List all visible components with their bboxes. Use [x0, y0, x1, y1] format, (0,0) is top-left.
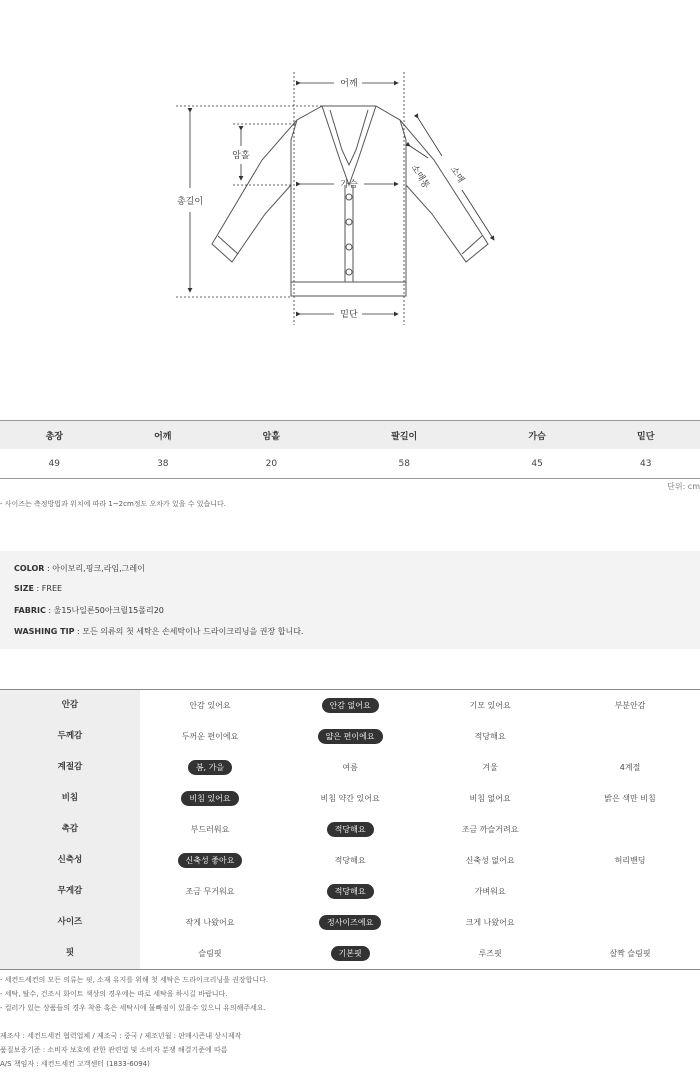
feature-row: [0, 876, 700, 907]
feature-row: [0, 845, 700, 876]
size-value-hem: 43: [591, 449, 700, 479]
feature-option-cell: [280, 690, 420, 722]
feature-option: 밝은 색만 비침: [604, 794, 656, 803]
feature-option-cell: [280, 721, 420, 752]
feature-option-selected: 적당해요: [327, 884, 374, 899]
feature-option: 부분안감: [614, 701, 646, 710]
washing-info-label: WASHING TIP: [14, 627, 75, 636]
feature-option-selected: 안감 없어요: [322, 698, 379, 713]
feature-option-cell: [280, 876, 420, 907]
as-contact-info: A/S 책임자 : 세컨드세컨 고객센터 (1833-6094): [0, 1060, 150, 1068]
size-header-armhole: 암홀: [217, 421, 326, 450]
feature-option-cell: [420, 876, 560, 907]
footnote-2: - 세탁, 탈수, 건조시 화이트 색상의 경우에는 따로 세탁을 하시길 바랍니다.: [0, 990, 228, 998]
feature-row: [0, 690, 700, 722]
size-value-armhole: 20: [217, 449, 326, 479]
feature-option-cell: [280, 845, 420, 876]
button-1: [346, 194, 352, 200]
feature-option-cell: [560, 690, 700, 722]
feature-row: [0, 814, 700, 845]
washing-info: [14, 626, 304, 637]
feature-option: 신축성 없어요: [465, 856, 515, 865]
feature-option-cell: [280, 907, 420, 938]
feature-option: 비침 약간 있어요: [320, 794, 380, 803]
feature-option-cell: [140, 876, 280, 907]
feature-option: 기모 있어요: [469, 701, 511, 710]
feature-option-cell: [280, 938, 420, 970]
fabric-info-label: FABRIC: [14, 606, 46, 615]
feature-option-selected: 얇은 편이에요: [318, 729, 383, 744]
sleeve-label: 소매: [447, 164, 466, 185]
product-info-box: [0, 551, 700, 649]
feature-option-cell: [560, 814, 700, 845]
feature-option-selected: 기본핏: [331, 946, 370, 961]
feature-option-cell: [140, 721, 280, 752]
feature-option: 4계절: [619, 763, 641, 772]
size-value-total-length: 49: [0, 449, 109, 479]
feature-option-cell: [140, 845, 280, 876]
feature-option-cell: [420, 783, 560, 814]
feature-option-cell: [560, 721, 700, 752]
feature-row: [0, 721, 700, 752]
feature-option-selected: 신축성 좋아요: [178, 853, 243, 868]
feature-option: 허리밴딩: [614, 856, 646, 865]
feature-option-cell: [140, 814, 280, 845]
feature-option-selected: 비침 있어요: [181, 791, 238, 806]
feature-option: 두꺼운 편이에요: [181, 732, 239, 741]
button-4: [346, 269, 352, 275]
fabric-info: [14, 605, 164, 616]
total-length-label: 총길이: [176, 197, 204, 207]
feature-label: 사이즈: [0, 907, 140, 938]
feature-label: 무게감: [0, 876, 140, 907]
feature-label: 안감: [0, 690, 140, 722]
size-table: [0, 420, 700, 479]
feature-row: [0, 938, 700, 970]
feature-option: 비침 없어요: [469, 794, 511, 803]
feature-option-cell: [140, 752, 280, 783]
chest-label: 가슴: [340, 180, 358, 190]
washing-info-value: : 모든 의류의 첫 세탁은 손세탁이나 드라이크리닝을 권장 합니다.: [74, 627, 304, 636]
feature-option: 조금 무거워요: [185, 887, 235, 896]
feature-option-cell: [140, 690, 280, 722]
size-note: - 사이즈는 측정방법과 위치에 따라 1~2cm정도 오차가 있을 수 있습니다.: [0, 500, 227, 508]
footnote-3: - 컬러가 있는 상품들의 경우 착용 혹은 세탁시에 물빠짐이 있을수 있으니 유의해주세요.: [0, 1004, 266, 1012]
feature-label: 비침: [0, 783, 140, 814]
feature-option-cell: [420, 814, 560, 845]
feature-option: 여름: [342, 763, 358, 772]
feature-option-selected: 봄, 가을: [188, 760, 232, 775]
feature-option: 작게 나왔어요: [185, 918, 235, 927]
feature-option: 적당해요: [474, 732, 506, 741]
cardigan-outline: [212, 106, 488, 296]
feature-label: 계절감: [0, 752, 140, 783]
feature-option-cell: [420, 938, 560, 970]
size-header-chest: 가슴: [483, 421, 592, 450]
features-table: [0, 689, 700, 970]
feature-option-cell: [560, 845, 700, 876]
button-3: [346, 244, 352, 250]
feature-row: [0, 752, 700, 783]
feature-option-selected: 적당해요: [327, 822, 374, 837]
feature-option-selected: 정사이즈에요: [319, 915, 381, 930]
size-value-arm-length: 58: [326, 449, 483, 479]
size-info-label: SIZE: [14, 584, 35, 593]
feature-row: [0, 907, 700, 938]
feature-option-cell: [420, 845, 560, 876]
sleeve-width-label: 소매통: [408, 163, 431, 191]
feature-option: 부드러워요: [190, 825, 230, 834]
size-value-shoulder: 38: [109, 449, 218, 479]
feature-option-cell: [280, 783, 420, 814]
feature-label: 신축성: [0, 845, 140, 876]
feature-option: 안감 있어요: [189, 701, 231, 710]
size-table-value-row: [0, 449, 700, 479]
feature-option-cell: [420, 721, 560, 752]
feature-option-cell: [140, 783, 280, 814]
feature-option-cell: [560, 876, 700, 907]
feature-option-cell: [560, 938, 700, 970]
feature-option-cell: [420, 752, 560, 783]
size-info-value: : FREE: [34, 584, 63, 593]
size-header-arm-length: 팔길이: [326, 421, 483, 450]
button-2: [346, 219, 352, 225]
feature-option-cell: [560, 752, 700, 783]
feature-option-cell: [560, 783, 700, 814]
size-header-shoulder: 어깨: [109, 421, 218, 450]
size-table-header-row: [0, 421, 700, 450]
feature-option-cell: [140, 938, 280, 970]
fabric-info-value: : 울15나일론50아크릴15폴리20: [45, 606, 164, 615]
feature-option: 크게 나왔어요: [465, 918, 515, 927]
feature-row: [0, 783, 700, 814]
footnote-1: - 세컨드세컨의 모든 의류는 핏, 소재 유지를 위해 첫 세탁은 드라이크리닝을 권장합니다.: [0, 976, 269, 984]
color-info-value: : 아이보리,핑크,라임,그레이: [44, 564, 145, 573]
feature-option: 가벼워요: [474, 887, 506, 896]
feature-label: 핏: [0, 938, 140, 970]
feature-option: 루즈핏: [478, 949, 502, 958]
shoulder-label: 어깨: [340, 79, 358, 89]
size-value-chest: 45: [483, 449, 592, 479]
feature-option-cell: [140, 907, 280, 938]
feature-option-cell: [420, 690, 560, 722]
feature-option: 살짝 슬림핏: [609, 949, 651, 958]
feature-option-cell: [420, 907, 560, 938]
feature-option-cell: [280, 752, 420, 783]
garment-size-diagram: [0, 0, 700, 390]
feature-label: 두께감: [0, 721, 140, 752]
feature-option-cell: [280, 814, 420, 845]
feature-label: 촉감: [0, 814, 140, 845]
feature-option-cell: [560, 907, 700, 938]
size-info: [14, 584, 62, 593]
armhole-label: 암홀: [232, 151, 250, 161]
warranty-info: 품질보증기준 : 소비자 보호에 관한 관련법 및 소비자 분쟁 해결기준에 따름: [0, 1046, 228, 1054]
feature-option: 적당해요: [334, 856, 366, 865]
size-header-hem: 밑단: [591, 421, 700, 450]
manufacturer-info: 제조사 : 세컨드세컨 협력업체 / 제조국 : 중국 / 제조년월 : 판매시즌내 상시제작: [0, 1032, 242, 1040]
feature-option: 슬림핏: [198, 949, 222, 958]
hem-label: 밑단: [340, 310, 358, 320]
feature-option: 조금 까슬거려요: [461, 825, 519, 834]
feature-option: 겨울: [482, 763, 498, 772]
unit-label: 단위: cm: [667, 482, 700, 491]
size-header-total-length: 총장: [0, 421, 109, 450]
color-info-label: COLOR: [14, 564, 45, 573]
color-info: [14, 563, 145, 574]
